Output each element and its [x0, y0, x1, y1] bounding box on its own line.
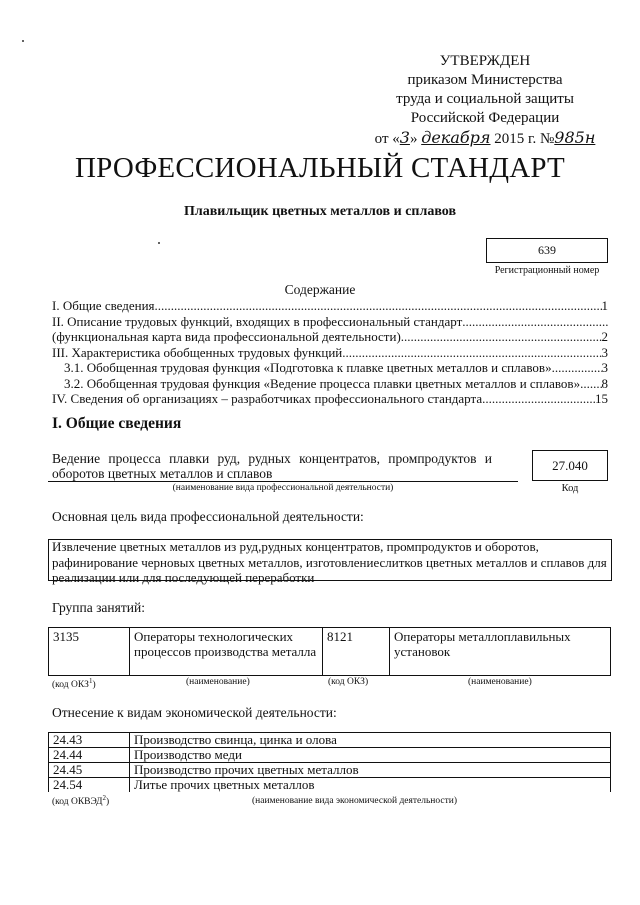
- toc-title: Содержание: [284, 282, 356, 297]
- toc-item[interactable]: [52, 345, 608, 361]
- toc-item-page: 8: [601, 375, 608, 391]
- scan-speck: [158, 242, 160, 244]
- okved-code-cell: 24.54: [49, 778, 130, 793]
- toc-item-text: II. Описание трудовых функций, входящих в профессиональный стандарт: [52, 313, 463, 329]
- toc-item-text: 3.2. Обобщенная трудовая функция «Ведение процесса плавки цветных металлов и сплавов»: [64, 375, 581, 391]
- okz-name-cell: Операторы технологических процессов производства металла: [130, 628, 323, 676]
- okved-table: [48, 732, 611, 792]
- okz-name-cell: Операторы металлоплавильных установок: [390, 628, 611, 676]
- toc-item[interactable]: [52, 329, 608, 345]
- toc-leader: [462, 314, 608, 330]
- okved-code-caption: [52, 794, 109, 807]
- toc-item-page: 1: [601, 298, 608, 313]
- toc-item-text: I. Общие сведения: [52, 298, 155, 313]
- group-label: Группа занятий:: [52, 600, 145, 615]
- approval-line: приказом Министерства: [407, 72, 563, 88]
- okved-label: Отнесение к видам экономической деятельности:: [52, 705, 337, 720]
- toc-item[interactable]: [52, 391, 608, 407]
- caption-text: (код ОКВЭД: [52, 797, 103, 808]
- toc-item-page: 15: [595, 391, 608, 406]
- occupation-group-table: [48, 627, 611, 676]
- table-row: [49, 733, 611, 748]
- footnote-marker: 1: [88, 677, 93, 685]
- activity-code-box: 27.040: [532, 450, 608, 481]
- toc-item-page: 3: [601, 344, 608, 360]
- approval-title: УТВЕРЖДЕН: [439, 53, 531, 69]
- caption-text: (код ОКЗ: [52, 680, 89, 691]
- table-row: [49, 628, 611, 676]
- activity-caption: (наименование вида профессиональной деятельности): [172, 483, 394, 493]
- okz-code-caption: (код ОКЗ): [328, 677, 369, 687]
- approval-line: Российской Федерации: [410, 110, 560, 126]
- toc-leader: [482, 391, 595, 407]
- toc-item-text: IV. Сведения об организациях – разработчиках профессионального стандарта: [52, 391, 483, 406]
- toc-item[interactable]: [52, 314, 608, 330]
- activity-underline: [48, 481, 518, 482]
- approval-date-line: [370, 128, 600, 149]
- approval-block: [370, 52, 600, 149]
- approval-day: 3: [399, 128, 410, 147]
- okved-code-cell: 24.44: [49, 748, 130, 763]
- footnote-marker: 2: [102, 794, 106, 802]
- registration-number-box: 639: [486, 238, 608, 263]
- toc-leader: [552, 360, 602, 376]
- okved-code-cell: 24.45: [49, 763, 130, 778]
- okved-code-cell: 24.43: [49, 733, 130, 748]
- okved-name-cell: Производство свинца, цинка и олова: [130, 733, 611, 748]
- name-caption: (наименование): [468, 677, 532, 687]
- document-title: ПРОФЕССИОНАЛЬНЫЙ СТАНДАРТ: [75, 152, 565, 184]
- goal-text: Извлечение цветных металлов из руд,рудных концентратов, промпродуктов и оборотов, рафинирование черновых цветных металлов, изготовлениеслитков цветных металлов и сплавов для реализации или для последующей переработки: [52, 539, 607, 585]
- okz-code-cell: 3135: [49, 628, 130, 676]
- approval-number: 985н: [554, 128, 596, 147]
- okved-name-cell: Производство прочих цветных металлов: [130, 763, 611, 778]
- table-row: [49, 778, 611, 793]
- table-row: [49, 763, 611, 778]
- approval-date-mid: »: [409, 131, 418, 147]
- toc-list: [52, 298, 608, 407]
- section-heading: I. Общие сведения: [52, 415, 182, 432]
- toc-item[interactable]: [52, 360, 608, 376]
- toc-item-page: 3: [601, 360, 608, 375]
- caption-text: ): [92, 680, 96, 691]
- table-row: [49, 748, 611, 763]
- toc-item-text: 3.1. Обобщенная трудовая функция «Подготовка к плавке цветных металлов и сплавов»: [64, 360, 552, 375]
- activity-code-label: Код: [561, 483, 579, 494]
- okz-code-cell: 8121: [323, 628, 390, 676]
- registration-number-label: Регистрационный номер: [494, 265, 600, 276]
- goal-label: Основная цель вида профессиональной деятельности:: [52, 509, 364, 524]
- okved-name-cell: Литье прочих цветных металлов: [130, 778, 611, 793]
- toc-item-page: 2: [601, 329, 608, 344]
- approval-date-prefix: от «: [374, 131, 400, 147]
- approval-month: декабря: [421, 128, 491, 147]
- toc-leader: [580, 376, 601, 392]
- okz-code-caption: [52, 677, 96, 690]
- approval-year: 2015 г. №: [494, 131, 555, 147]
- toc-leader: [342, 345, 601, 361]
- caption-text: ): [105, 797, 110, 808]
- toc-item-text: (функциональная карта вида профессиональной деятельности): [52, 329, 401, 344]
- toc-item-text: III. Характеристика обобщенных трудовых функций: [52, 344, 343, 360]
- approval-line: труда и социальной защиты: [396, 91, 574, 107]
- scan-speck: [22, 40, 24, 42]
- okved-name-cell: Производство меди: [130, 748, 611, 763]
- okved-name-caption: (наименование вида экономической деятельности): [252, 796, 457, 806]
- name-caption: (наименование): [186, 677, 250, 687]
- activity-name: Ведение процесса плавки руд, рудных концентратов, промпродуктов и оборотов цветных металлов и сплавов: [52, 451, 492, 481]
- document-subtitle: Плавильщик цветных металлов и сплавов: [183, 204, 456, 219]
- toc-item[interactable]: [52, 376, 608, 392]
- toc-leader: [401, 329, 602, 345]
- toc-item[interactable]: [52, 298, 608, 314]
- toc-leader: [155, 298, 602, 314]
